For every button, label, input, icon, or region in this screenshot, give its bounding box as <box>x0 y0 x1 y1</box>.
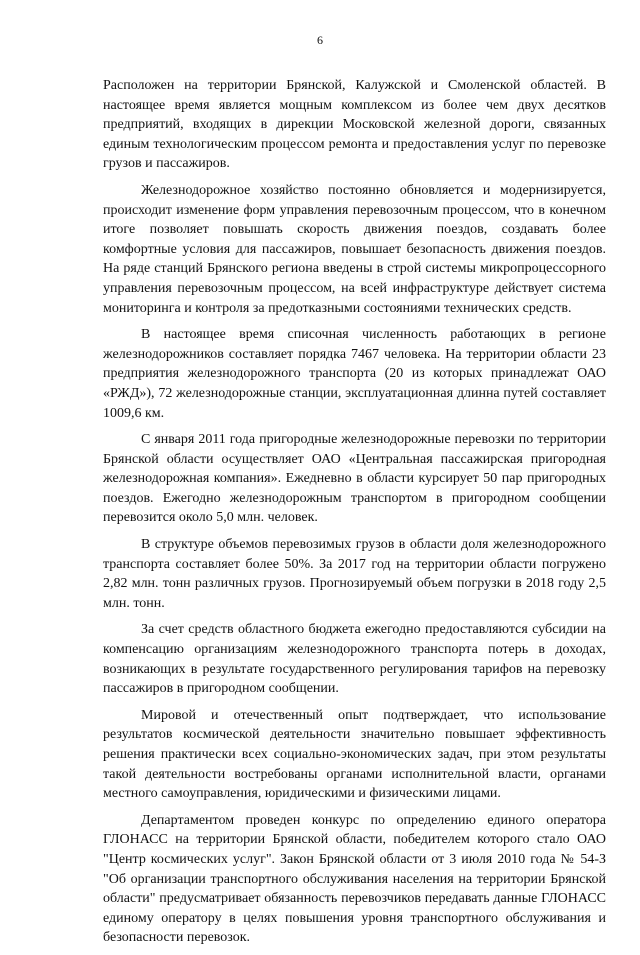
paragraph-subsidies: За счет средств областного бюджета ежегодно предоставляются субсидии на компенсацию организациям железнодорожного транспорта потерь в доходах, возникающих в результате государственного регулирования тарифов на перевозку пассажиров в пригородном сообщении. <box>103 622 606 697</box>
paragraph-location: Расположен на территории Брянской, Калужской и Смоленской областей. В настоящее время является мощным комплексом из более чем двух десятков предприятий, входящих в дирекции Московской железной дороги, связанных единым технологическим процессом ремонта и предоставления услуг по перевозке грузов и пассажиров. <box>103 78 606 172</box>
paragraph-employees: В настоящее время списочная численность работающих в регионе железнодорожников составляет порядка 7467 человека. На территории области 23 предприятия железнодорожного транспорта (20 из которых принадлежат ОАО «РЖД»), 72 железнодорожные станции, эксплуатационная длинна путей составляет 1009,6 км. <box>103 327 606 421</box>
paragraph-glonass: Департаментом проведен конкурс по определению единого оператора ГЛОНАСС на территории Брянской области, победителем которого стало ОАО "Центр космических услуг". Закон Брянской области от 3 июля 2010 года № 54-З "Об организации транспортного обслуживания населения на территории Брянской области" предусматривает обязанность перевозчиков передавать данные ГЛОНАСС единому оператору в целях повышения уровня транспортного обслуживания и безопасности перевозок. <box>103 812 606 946</box>
page-number: 6 <box>317 33 323 47</box>
paragraph-space-activity: Мировой и отечественный опыт подтверждает, что использование результатов космической деятельности значительно повышает эффективность решения практически всех социально-экономических задач, при этом результаты такой деятельности востребованы органами исполнительной власти, органами местного самоуправления, юридическими и физическими лицами. <box>103 707 606 802</box>
body-text <box>103 76 606 955</box>
paragraph-modernization: Железнодорожное хозяйство постоянно обновляется и модернизируется, происходит изменение форм управления перевозочным процессом, что в конечном итоге позволяет повышать скорость движения поездов, создавать более комфортные условия для пассажиров, повышает безопасность движения поездов. На ряде станций Брянского региона введены в строй системы микропроцессорного управления перевозочным процессом, на всей инфраструктуре действует система мониторинга и контроля за предотказными состояниями технических средств. <box>103 182 606 316</box>
paragraph-suburban-transport: С января 2011 года пригородные железнодорожные перевозки по территории Брянской области осуществляет ОАО «Центральная пассажирская пригородная железнодорожная компания». Ежедневно в области курсирует 50 пар пригородных поездов. Ежегодно железнодорожным транспортом в пригородном сообщении перевозится около 5,0 млн. человек. <box>103 432 606 526</box>
paragraph-freight: В структуре объемов перевозимых грузов в области доля железнодорожного транспорта составляет более 50%. За 2017 год на территории области погружено 2,82 млн. тонн различных грузов. Прогнозируемый объем погрузки в 2018 году 2,5 млн. тонн. <box>103 537 606 611</box>
